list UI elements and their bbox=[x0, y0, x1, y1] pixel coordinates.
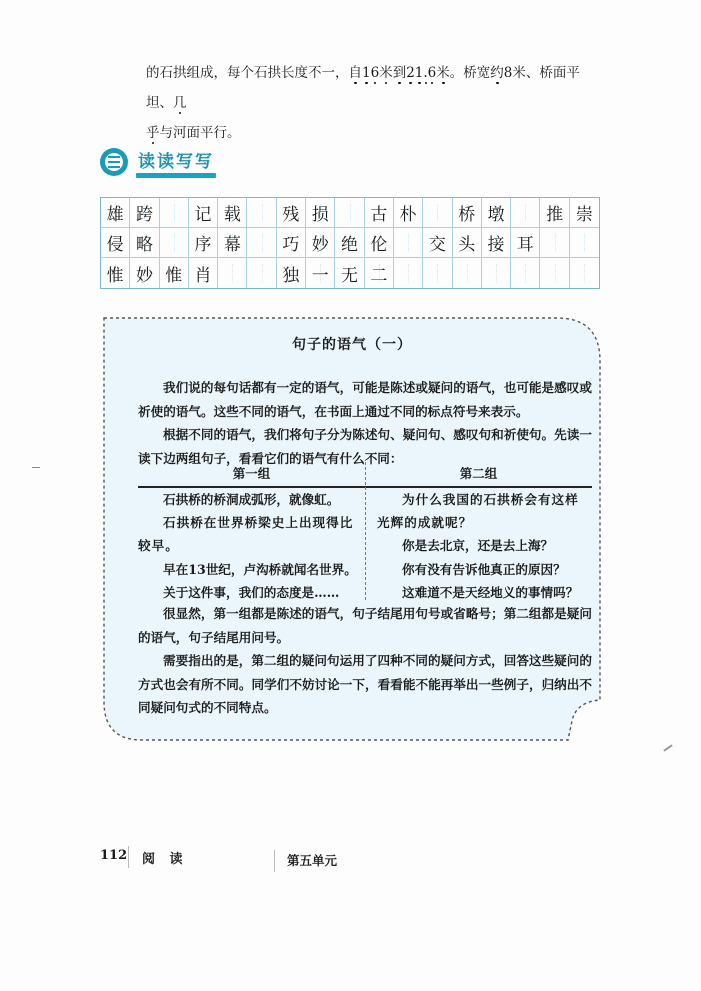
grid-character: 损 bbox=[311, 205, 329, 225]
knowledge-box bbox=[102, 316, 602, 742]
grid-character: 二 bbox=[370, 265, 388, 286]
grid-cell bbox=[101, 228, 130, 258]
grid-cell bbox=[453, 228, 482, 258]
grid-cell bbox=[130, 228, 159, 258]
grid-cell bbox=[306, 228, 335, 258]
emphasis-dotted-char: 6 bbox=[427, 65, 437, 81]
grid-character: 雄 bbox=[106, 205, 124, 225]
scan-artifact bbox=[663, 744, 672, 751]
grid-cell bbox=[247, 258, 276, 288]
grid-cell bbox=[453, 258, 482, 288]
grid-cell bbox=[511, 228, 540, 258]
emphasis-dotted-char: 约 bbox=[490, 65, 504, 81]
table-header-cell: 第一组 bbox=[232, 466, 271, 481]
grid-cell bbox=[218, 198, 247, 228]
grid-character: 伦 bbox=[370, 235, 388, 255]
section-header bbox=[100, 142, 214, 182]
grid-cell bbox=[306, 258, 335, 288]
example-sentence: 关于这件事，我们的态度是…… bbox=[163, 584, 340, 600]
grid-cell bbox=[511, 198, 540, 228]
grid-character: 序 bbox=[194, 235, 212, 255]
example-sentence: 这难道不是天经地义的事情吗？ bbox=[402, 584, 579, 600]
example-sentence: 为什么我国的石拱桥会有这样光辉的成就呢？ bbox=[377, 492, 579, 531]
grid-character: 独 bbox=[282, 265, 300, 286]
intro-line-1 bbox=[146, 58, 606, 118]
grid-cell bbox=[306, 198, 335, 228]
grid-cell bbox=[394, 198, 423, 228]
emphasis-dotted-char: 几 bbox=[173, 95, 187, 111]
emphasis-dotted-char: 6 bbox=[370, 65, 380, 81]
circle-three-icon bbox=[100, 148, 128, 176]
box-paragraph: 很显然，第一组都是陈述的语气，句子结尾用句号或省略号；第二组都是疑问的语气，句子结尾用问号。 bbox=[138, 606, 592, 645]
emphasis-dotted-char: . bbox=[423, 65, 428, 81]
example-sentence: 你有没有告诉他真正的原因？ bbox=[402, 561, 566, 577]
box-paragraph: 根据不同的语气，我们将句子分为陈述句、疑问句、感叹句和祈使句。先读一读下边两组句子，看看它们的语气有什么不同： bbox=[138, 427, 592, 466]
intro-line-2 bbox=[146, 118, 606, 148]
grid-character: 绝 bbox=[341, 235, 359, 255]
grid-cell bbox=[423, 198, 452, 228]
emphasis-dotted-char: 自 bbox=[348, 65, 362, 81]
grid-cell bbox=[247, 228, 276, 258]
grid-cell bbox=[218, 228, 247, 258]
grid-character: 朴 bbox=[399, 205, 417, 225]
grid-character: 肖 bbox=[194, 265, 212, 286]
group2-column bbox=[365, 488, 592, 604]
footer-divider bbox=[128, 846, 129, 868]
grid-character: 接 bbox=[487, 235, 505, 255]
grid-cell bbox=[189, 258, 218, 288]
intro-paragraph bbox=[146, 58, 606, 148]
intro-text: 与河面平行。 bbox=[159, 125, 241, 141]
grid-character: 一 bbox=[311, 265, 329, 286]
grid-character: 惟 bbox=[165, 265, 183, 286]
comparison-table bbox=[138, 462, 592, 604]
grid-cell bbox=[277, 228, 306, 258]
emphasis-dotted-char: 米 bbox=[436, 65, 450, 81]
page-number: 112 bbox=[100, 848, 128, 863]
grid-character: 无 bbox=[341, 265, 359, 286]
box-paragraph: 我们说的每句话都有一定的语气，可能是陈述或疑问的语气，也可能是感叹或祈使的语气。这些不同的语气，在书面上通过不同的标点符号来表示。 bbox=[138, 380, 592, 419]
grid-cell bbox=[277, 258, 306, 288]
grid-character: 载 bbox=[223, 205, 241, 225]
grid-character: 巧 bbox=[282, 235, 300, 255]
grid-cell bbox=[570, 198, 599, 228]
grid-character: 跨 bbox=[135, 205, 153, 225]
grid-cell bbox=[482, 228, 511, 258]
grid-character: 惟 bbox=[106, 265, 124, 286]
footer-section-label: 阅 读 bbox=[142, 852, 188, 867]
box-paragraph: 需要指出的是，第二组的疑问句运用了四种不同的疑问方式，回答这些疑问的方式也会有所不同。同学们不妨讨论一下，看看能不能再举出一些例子，归纳出不同疑问句式的不同特点。 bbox=[138, 653, 592, 716]
grid-cell bbox=[453, 198, 482, 228]
grid-cell bbox=[540, 198, 569, 228]
grid-cell bbox=[335, 198, 364, 228]
example-sentence: 你是去北京，还是去上海？ bbox=[402, 538, 554, 554]
group1-column bbox=[138, 488, 365, 604]
emphasis-dotted-char: 1 bbox=[414, 65, 424, 81]
grid-cell bbox=[365, 198, 394, 228]
grid-cell bbox=[365, 228, 394, 258]
grid-cell bbox=[365, 258, 394, 288]
footer-unit-label: 第五单元 bbox=[287, 853, 338, 868]
table-header-cell: 第二组 bbox=[459, 466, 498, 481]
grid-cell bbox=[423, 228, 452, 258]
grid-cell bbox=[540, 228, 569, 258]
emphasis-dotted-char: 2 bbox=[406, 65, 415, 81]
grid-character: 妙 bbox=[135, 265, 153, 286]
grid-cell bbox=[160, 198, 189, 228]
scan-artifact bbox=[32, 467, 40, 468]
example-sentence: 石拱桥的桥洞成弧形，就像虹。 bbox=[163, 492, 340, 507]
grid-cell bbox=[101, 258, 130, 288]
grid-cell bbox=[277, 198, 306, 228]
footer-divider bbox=[274, 850, 275, 872]
grid-cell bbox=[394, 228, 423, 258]
grid-cell bbox=[511, 258, 540, 288]
grid-cell bbox=[160, 228, 189, 258]
grid-character: 侵 bbox=[106, 235, 124, 255]
grid-character: 墩 bbox=[487, 205, 505, 225]
grid-cell bbox=[160, 258, 189, 288]
column-divider bbox=[365, 462, 366, 600]
grid-cell bbox=[335, 228, 364, 258]
grid-cell bbox=[394, 258, 423, 288]
intro-text: 8米、桥面平坦、 bbox=[146, 65, 580, 111]
grid-cell bbox=[189, 228, 218, 258]
emphasis-dotted-char: 1 bbox=[362, 65, 371, 81]
grid-cell bbox=[130, 198, 159, 228]
box-title: 句子的语气（一） bbox=[292, 337, 412, 353]
grid-cell bbox=[335, 258, 364, 288]
grid-character: 头 bbox=[458, 235, 476, 255]
grid-character: 残 bbox=[282, 205, 300, 225]
example-sentence: 早在13世纪，卢沟桥就闻名世界。 bbox=[163, 561, 357, 577]
grid-cell bbox=[130, 258, 159, 288]
emphasis-dotted-char: 到 bbox=[392, 65, 407, 81]
grid-character: 记 bbox=[194, 205, 212, 225]
grid-cell bbox=[482, 258, 511, 288]
grid-character: 略 bbox=[135, 235, 153, 255]
grid-character: 妙 bbox=[311, 235, 329, 255]
grid-character: 幕 bbox=[223, 235, 241, 255]
grid-character: 推 bbox=[546, 205, 564, 225]
section-title: 读读写写 bbox=[138, 147, 214, 178]
grid-character: 古 bbox=[370, 205, 388, 225]
grid-character: 桥 bbox=[458, 205, 476, 225]
grid-cell bbox=[570, 228, 599, 258]
intro-text: 。桥宽 bbox=[449, 65, 491, 81]
grid-character: 耳 bbox=[516, 235, 534, 255]
intro-text: 的石拱组成，每个石拱长度不一， bbox=[146, 65, 349, 81]
emphasis-dotted-text bbox=[349, 65, 450, 81]
grid-cell bbox=[423, 258, 452, 288]
grid-cell bbox=[189, 198, 218, 228]
grid-cell bbox=[101, 198, 130, 228]
emphasis-dotted-char: 米 bbox=[379, 65, 393, 81]
grid-cell bbox=[218, 258, 247, 288]
grid-cell bbox=[247, 198, 276, 228]
word-writing-grid bbox=[100, 197, 600, 289]
grid-cell bbox=[482, 198, 511, 228]
grid-character: 交 bbox=[428, 235, 446, 255]
grid-character: 崇 bbox=[575, 205, 593, 225]
grid-cell bbox=[570, 258, 599, 288]
emphasis-dotted-char: 乎 bbox=[146, 125, 160, 141]
example-sentence: 石拱桥在世界桥梁史上出现得比较早。 bbox=[138, 515, 354, 554]
grid-cell bbox=[540, 258, 569, 288]
